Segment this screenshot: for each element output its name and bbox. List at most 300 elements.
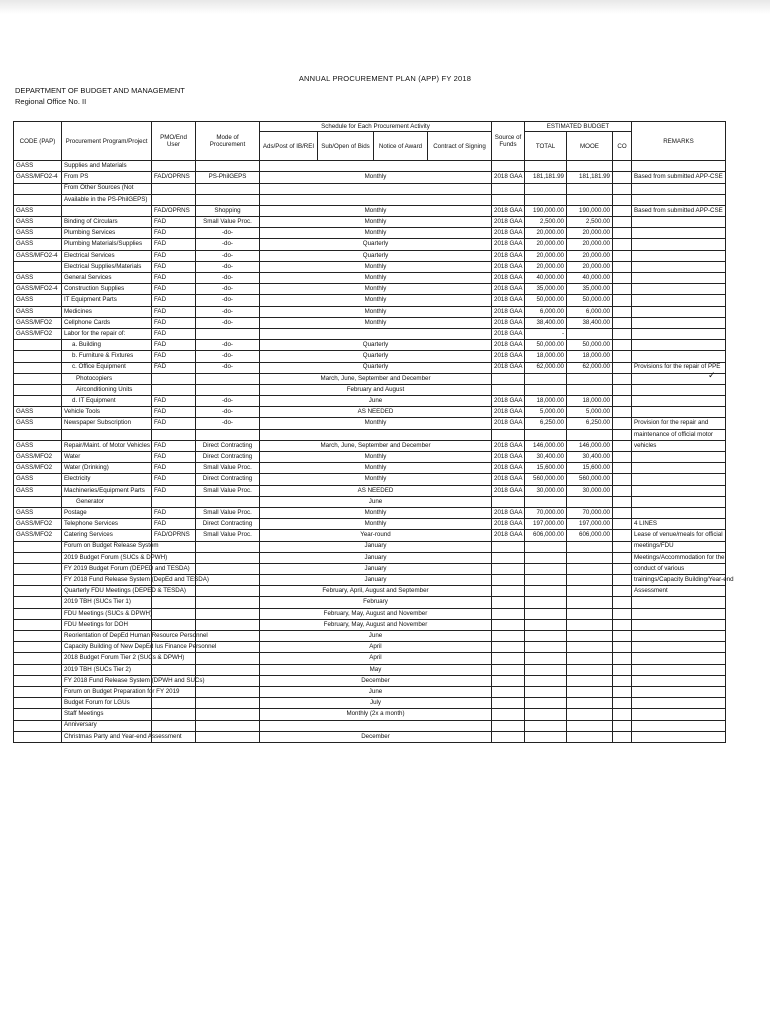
check-mark-icon: ✓ (708, 370, 716, 380)
cell-mode (196, 686, 260, 697)
cell-mode: Direct Contracting (196, 474, 260, 485)
cell-code (14, 183, 62, 194)
cell-co (613, 384, 632, 395)
cell-mooe: 606,000.00 (567, 530, 613, 541)
cell-total (525, 631, 567, 642)
cell-prog: c. Office Equipment (62, 362, 152, 373)
cell-total: 30,000.00 (525, 485, 567, 496)
scan-artifact (0, 0, 770, 14)
cell-rem: meetings/FDU (632, 541, 726, 552)
cell-rem (632, 194, 726, 205)
cell-code (14, 575, 62, 586)
cell-total: 190,000.00 (525, 205, 567, 216)
cell-rem (632, 631, 726, 642)
cell-code (14, 362, 62, 373)
cell-sched: December (260, 731, 492, 742)
cell-mooe: 38,400.00 (567, 317, 613, 328)
cell-rem: maintenance of official motor (632, 429, 726, 440)
table-row (14, 563, 726, 574)
cell-src: 2018 GAA (492, 362, 525, 373)
table-row (14, 205, 726, 216)
cell-co (613, 452, 632, 463)
cell-pmo: FAD (152, 306, 196, 317)
cell-co (613, 396, 632, 407)
cell-pmo: FAD (152, 463, 196, 474)
cell-total: 6,250.00 (525, 418, 567, 429)
cell-mooe: 50,000.00 (567, 295, 613, 306)
cell-sched: January (260, 563, 492, 574)
cell-total (525, 720, 567, 731)
cell-code: GASS (14, 407, 62, 418)
cell-sched: Monthly (260, 228, 492, 239)
cell-code (14, 686, 62, 697)
table-row (14, 586, 726, 597)
cell-mooe (567, 161, 613, 172)
cell-mode (196, 664, 260, 675)
cell-mooe: 40,000.00 (567, 273, 613, 284)
cell-co (613, 228, 632, 239)
table-row (14, 340, 726, 351)
cell-rem (632, 284, 726, 295)
table-row (14, 452, 726, 463)
cell-src: 2018 GAA (492, 440, 525, 451)
cell-co (613, 619, 632, 630)
cell-rem: Assessment (632, 586, 726, 597)
cell-src: 2018 GAA (492, 261, 525, 272)
cell-mooe (567, 429, 613, 440)
cell-total: 2,500.00 (525, 217, 567, 228)
table-row (14, 228, 726, 239)
cell-rem (632, 686, 726, 697)
cell-src (492, 619, 525, 630)
cell-src (492, 653, 525, 664)
cell-co (613, 675, 632, 686)
cell-sched: June (260, 631, 492, 642)
cell-code: GASS (14, 507, 62, 518)
cell-mooe: 30,400.00 (567, 452, 613, 463)
cell-co (613, 720, 632, 731)
cell-total (525, 373, 567, 384)
cell-co (613, 653, 632, 664)
cell-sched: January (260, 575, 492, 586)
cell-co (613, 485, 632, 496)
cell-co (613, 440, 632, 451)
table-row (14, 731, 726, 742)
cell-prog: Generator (62, 496, 152, 507)
cell-mode (196, 675, 260, 686)
cell-co (613, 507, 632, 518)
cell-co (613, 205, 632, 216)
table-row (14, 675, 726, 686)
cell-pmo: FAD (152, 295, 196, 306)
cell-co (613, 496, 632, 507)
cell-prog: Construction Supplies (62, 284, 152, 295)
cell-pmo (152, 496, 196, 507)
cell-mode: -do- (196, 261, 260, 272)
table-row (14, 396, 726, 407)
cell-code (14, 384, 62, 395)
cell-src (492, 373, 525, 384)
cell-src (492, 675, 525, 686)
table-row (14, 698, 726, 709)
cell-rem (632, 597, 726, 608)
cell-src (492, 384, 525, 395)
cell-prog: 2019 TBH (SUCs Tier 1) (62, 597, 152, 608)
cell-sched: Monthly (260, 284, 492, 295)
cell-sched: Monthly (260, 507, 492, 518)
cell-code (14, 642, 62, 653)
cell-rem (632, 295, 726, 306)
cell-co (613, 373, 632, 384)
cell-co (613, 474, 632, 485)
cell-prog: b. Furniture & Fixtures (62, 351, 152, 362)
cell-pmo: FAD (152, 440, 196, 451)
cell-mooe (567, 608, 613, 619)
cell-co (613, 217, 632, 228)
cell-mode (196, 541, 260, 552)
cell-rem (632, 396, 726, 407)
cell-total: 15,600.00 (525, 463, 567, 474)
cell-src: 2018 GAA (492, 463, 525, 474)
cell-src (492, 496, 525, 507)
cell-mooe (567, 384, 613, 395)
cell-co (613, 239, 632, 250)
cell-mode: Direct Contracting (196, 440, 260, 451)
cell-total: 20,000.00 (525, 239, 567, 250)
cell-total (525, 563, 567, 574)
cell-mode (196, 328, 260, 339)
cell-pmo (152, 429, 196, 440)
cell-rem (632, 183, 726, 194)
cell-src (492, 161, 525, 172)
header-budget: ESTIMATED BUDGET (525, 122, 632, 132)
cell-total (525, 608, 567, 619)
cell-sched: Monthly (260, 217, 492, 228)
table-row (14, 597, 726, 608)
cell-sched (260, 194, 492, 205)
cell-src: 2018 GAA (492, 340, 525, 351)
table-row (14, 407, 726, 418)
cell-code (14, 675, 62, 686)
cell-prog: Catering Services (62, 530, 152, 541)
cell-prog: 2019 TBH (SUCs Tier 2) (62, 664, 152, 675)
cell-total: - (525, 328, 567, 339)
cell-pmo: FAD (152, 340, 196, 351)
cell-rem (632, 619, 726, 630)
cell-prog (62, 205, 152, 216)
cell-mode (196, 608, 260, 619)
cell-src: 2018 GAA (492, 306, 525, 317)
cell-src: 2018 GAA (492, 172, 525, 183)
cell-mode: -do- (196, 418, 260, 429)
cell-src: 2018 GAA (492, 485, 525, 496)
cell-rem: 4 LINES (632, 519, 726, 530)
cell-mooe: 30,000.00 (567, 485, 613, 496)
cell-mode: Small Value Proc. (196, 217, 260, 228)
cell-mode (196, 373, 260, 384)
cell-pmo (152, 161, 196, 172)
cell-mooe (567, 586, 613, 597)
cell-total (525, 183, 567, 194)
cell-mooe (567, 686, 613, 697)
cell-pmo: FAD (152, 407, 196, 418)
cell-rem: Provisions for the repair of PPE (632, 362, 726, 373)
cell-mode: -do- (196, 239, 260, 250)
table-row (14, 317, 726, 328)
cell-total (525, 586, 567, 597)
cell-rem: Based from submitted APP-CSE (632, 205, 726, 216)
cell-mooe: 6,000.00 (567, 306, 613, 317)
cell-rem (632, 653, 726, 664)
cell-sched: February (260, 597, 492, 608)
cell-rem: vehicles (632, 440, 726, 451)
cell-prog: Forum on Budget Preparation for FY 2019 (62, 686, 152, 697)
cell-mooe (567, 720, 613, 731)
header-contract: Contract of Signing (428, 132, 492, 161)
cell-total: 62,000.00 (525, 362, 567, 373)
cell-sched: Monthly (260, 205, 492, 216)
cell-prog: a. Building (62, 340, 152, 351)
cell-rem (632, 664, 726, 675)
cell-prog: Electrical Services (62, 250, 152, 261)
cell-total (525, 653, 567, 664)
cell-mooe: 70,000.00 (567, 507, 613, 518)
table-row (14, 373, 726, 384)
table-row (14, 328, 726, 339)
cell-mode: Small Value Proc. (196, 507, 260, 518)
cell-pmo (152, 709, 196, 720)
cell-mode: -do- (196, 250, 260, 261)
cell-mode (196, 194, 260, 205)
cell-src (492, 698, 525, 709)
cell-src (492, 631, 525, 642)
cell-total: 50,000.00 (525, 340, 567, 351)
cell-total (525, 541, 567, 552)
cell-prog: 2019 Budget Forum (SUCs & DPWH) (62, 552, 152, 563)
cell-total (525, 731, 567, 742)
cell-mooe: 18,000.00 (567, 396, 613, 407)
cell-sched: June (260, 496, 492, 507)
cell-prog: FDU Meetings (SUCs & DPWH) (62, 608, 152, 619)
cell-prog: Photocopiers (62, 373, 152, 384)
cell-sched (260, 720, 492, 731)
table-row (14, 552, 726, 563)
cell-rem (632, 306, 726, 317)
cell-code: GASS/MFO2 (14, 452, 62, 463)
table-row (14, 161, 726, 172)
cell-pmo: FAD/OPRNS (152, 530, 196, 541)
cell-mode: -do- (196, 351, 260, 362)
cell-mode: -do- (196, 306, 260, 317)
cell-mode: -do- (196, 317, 260, 328)
cell-pmo (152, 384, 196, 395)
cell-total (525, 619, 567, 630)
cell-pmo: FAD (152, 351, 196, 362)
cell-co (613, 429, 632, 440)
table-body (14, 161, 734, 743)
table-row (14, 463, 726, 474)
cell-total (525, 429, 567, 440)
cell-sched: Quarterly (260, 362, 492, 373)
cell-code: GASS (14, 273, 62, 284)
cell-rem: conduct of various (632, 563, 726, 574)
cell-prog: General Services (62, 273, 152, 284)
cell-mode: -do- (196, 228, 260, 239)
table-row (14, 351, 726, 362)
cell-co (613, 552, 632, 563)
cell-sched (260, 328, 492, 339)
cell-pmo: FAD (152, 452, 196, 463)
cell-total: 70,000.00 (525, 507, 567, 518)
cell-code: GASS (14, 217, 62, 228)
cell-pmo (152, 664, 196, 675)
table-row (14, 384, 726, 395)
cell-co (613, 250, 632, 261)
cell-mooe: 20,000.00 (567, 228, 613, 239)
cell-total (525, 552, 567, 563)
cell-co (613, 161, 632, 172)
cell-co (613, 563, 632, 574)
cell-sched: March, June, September and December (260, 440, 492, 451)
table-row (14, 194, 726, 205)
cell-sched: Monthly (260, 273, 492, 284)
cell-total: 30,400.00 (525, 452, 567, 463)
cell-co (613, 642, 632, 653)
cell-co (613, 317, 632, 328)
cell-mooe (567, 496, 613, 507)
cell-rem (632, 452, 726, 463)
cell-prog: Newspaper Subscription (62, 418, 152, 429)
cell-sched: Quarterly (260, 250, 492, 261)
cell-mode (196, 731, 260, 742)
header-pmo: PMO/End User (152, 122, 196, 161)
cell-code: GASS/MFO2 (14, 463, 62, 474)
cell-rem (632, 261, 726, 272)
cell-total (525, 675, 567, 686)
table-row (14, 172, 726, 183)
cell-prog: Telephone Services (62, 519, 152, 530)
cell-prog: Forum on Budget Release System (62, 541, 152, 552)
table-row (14, 474, 726, 485)
document-title: ANNUAL PROCUREMENT PLAN (APP) FY 2018 (298, 74, 472, 83)
cell-pmo: FAD (152, 418, 196, 429)
cell-pmo: FAD (152, 261, 196, 272)
table-row (14, 261, 726, 272)
cell-code: GASS/MFO2 (14, 328, 62, 339)
cell-pmo (152, 373, 196, 384)
cell-rem (632, 228, 726, 239)
cell-co (613, 686, 632, 697)
cell-prog: Electrical Supplies/Materials (62, 261, 152, 272)
cell-co (613, 295, 632, 306)
cell-mode: Direct Contracting (196, 519, 260, 530)
cell-prog: Machineries/Equipment Parts (62, 485, 152, 496)
cell-rem (632, 608, 726, 619)
cell-pmo (152, 720, 196, 731)
cell-mooe: 18,000.00 (567, 351, 613, 362)
cell-code: GASS (14, 485, 62, 496)
cell-src (492, 429, 525, 440)
cell-total (525, 597, 567, 608)
cell-pmo: FAD (152, 228, 196, 239)
cell-rem (632, 317, 726, 328)
cell-sched: April (260, 653, 492, 664)
cell-src: 2018 GAA (492, 250, 525, 261)
cell-sched: February, May, August and November (260, 608, 492, 619)
cell-mooe (567, 541, 613, 552)
cell-mode (196, 698, 260, 709)
cell-total: 18,000.00 (525, 396, 567, 407)
cell-src (492, 541, 525, 552)
header-schedule: Schedule for Each Procurement Activity (260, 122, 492, 132)
cell-pmo: FAD/OPRNS (152, 172, 196, 183)
cell-sched (260, 161, 492, 172)
header-code: CODE (PAP) (14, 122, 62, 161)
cell-sched: January (260, 541, 492, 552)
procurement-table (13, 121, 734, 743)
cell-code (14, 597, 62, 608)
cell-total (525, 384, 567, 395)
cell-co (613, 698, 632, 709)
cell-mode (196, 720, 260, 731)
cell-mode (196, 496, 260, 507)
cell-total: 20,000.00 (525, 250, 567, 261)
cell-mode: Direct Contracting (196, 452, 260, 463)
cell-src (492, 586, 525, 597)
cell-src (492, 608, 525, 619)
cell-mooe (567, 675, 613, 686)
cell-total: 606,000.00 (525, 530, 567, 541)
cell-co (613, 418, 632, 429)
cell-src: 2018 GAA (492, 317, 525, 328)
cell-mooe (567, 653, 613, 664)
cell-code (14, 664, 62, 675)
cell-src (492, 664, 525, 675)
cell-prog: Airconditioning Units (62, 384, 152, 395)
cell-mode (196, 161, 260, 172)
cell-rem (632, 328, 726, 339)
cell-code: GASS (14, 418, 62, 429)
cell-pmo: FAD (152, 284, 196, 295)
cell-rem (632, 474, 726, 485)
cell-rem (632, 496, 726, 507)
cell-co (613, 306, 632, 317)
cell-prog: Medicines (62, 306, 152, 317)
cell-pmo: FAD (152, 217, 196, 228)
cell-code: GASS (14, 239, 62, 250)
cell-mode (196, 563, 260, 574)
table-row (14, 507, 726, 518)
header-program: Procurement Program/Project (62, 122, 152, 161)
table-row (14, 496, 726, 507)
cell-mooe: 5,000.00 (567, 407, 613, 418)
cell-total: 560,000.00 (525, 474, 567, 485)
cell-sched: June (260, 396, 492, 407)
cell-co (613, 519, 632, 530)
cell-rem (632, 239, 726, 250)
cell-total: 18,000.00 (525, 351, 567, 362)
cell-rem (632, 217, 726, 228)
cell-src: 2018 GAA (492, 217, 525, 228)
cell-mode (196, 619, 260, 630)
table-row (14, 429, 726, 440)
cell-src: 2018 GAA (492, 474, 525, 485)
cell-mooe (567, 597, 613, 608)
cell-pmo (152, 698, 196, 709)
cell-src (492, 597, 525, 608)
cell-co (613, 608, 632, 619)
header-remarks: REMARKS (632, 122, 726, 161)
